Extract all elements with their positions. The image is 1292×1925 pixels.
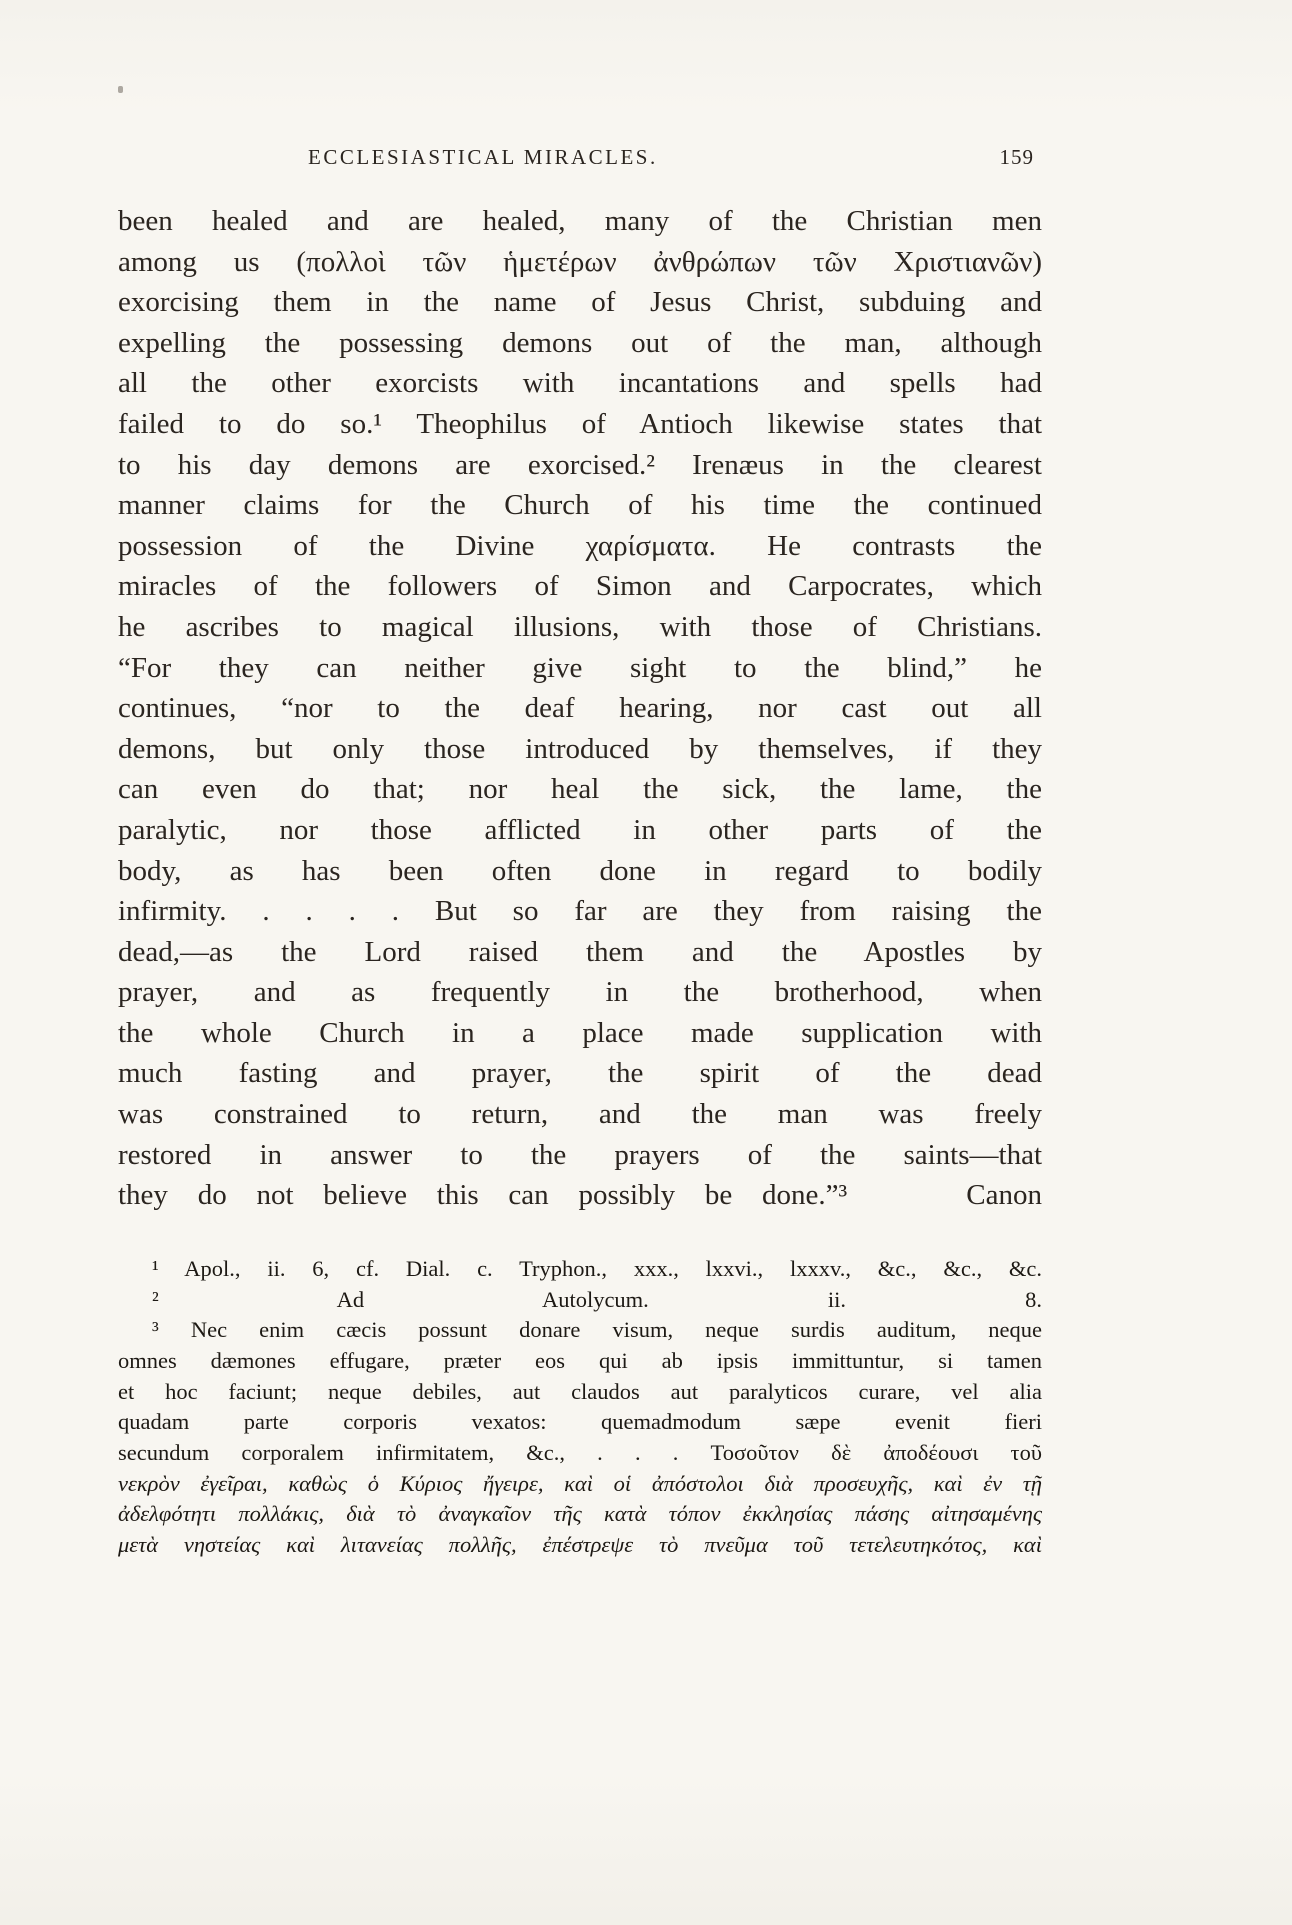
text-line: infirmity. . . . . But so far are they from raising the <box>118 895 1042 928</box>
text-line: can even do that; nor heal the sick, the lame, the <box>118 773 1042 806</box>
footnote-line: et hoc faciunt; neque debiles, aut claudos aut paralyticos curare, vel alia <box>118 1378 1042 1404</box>
page-content <box>118 0 1042 1561</box>
text-line: miracles of the followers of Simon and Carpocrates, which <box>118 570 1042 603</box>
text-line: paralytic, nor those afflicted in other parts of the <box>118 813 1042 846</box>
footnote-line: secundum corporalem infirmitatem, &c., . . . Τοσοῦτον δὲ ἀποδέουσι τοῦ <box>118 1440 1042 1466</box>
footnote-line: νεκρὸν ἐγεῖραι, καθὼς ὁ Κύριος ἤγειρε, καὶ οἱ ἀπόστολοι διὰ προσευχῆς, καὶ ἐν τῇ <box>118 1470 1042 1496</box>
page-header <box>118 142 1042 174</box>
text-line: been healed and are healed, many of the Christian men <box>118 205 1042 237</box>
text-line: all the other exorcists with incantations and spells had <box>118 367 1042 400</box>
text-line: failed to do so.¹ Theophilus of Antioch likewise states that <box>118 407 1042 440</box>
text-line: among us (πολλοὶ τῶν ἡμετέρων ἀνθρώπων τῶν Χριστιανῶν) <box>118 245 1042 278</box>
footnotes <box>118 1254 1042 1561</box>
footnote-line: omnes dæmones effugare, præter eos qui ab ipsis immittuntur, si tamen <box>118 1347 1042 1373</box>
text-line: the whole Church in a place made supplication with <box>118 1016 1042 1049</box>
text-line: he ascribes to magical illusions, with those of Christians. <box>118 610 1042 643</box>
text-line: continues, “nor to the deaf hearing, nor cast out all <box>118 692 1042 725</box>
footnote-line: quadam parte corporis vexatos: quemadmodum sæpe evenit fieri <box>118 1409 1042 1435</box>
footnote-line: ἀδελφότητι πολλάκις, διὰ τὸ ἀναγκαῖον τῆς κατὰ τόπον ἐκκλησίας πάσης αἰτησαμένης <box>118 1501 1042 1527</box>
text-line: prayer, and as frequently in the brotherhood, when <box>118 976 1042 1009</box>
text-line: they do not believe this can possibly be done.”³ Canon <box>118 1179 1042 1212</box>
text-line: body, as has been often done in regard to bodily <box>118 854 1042 887</box>
text-line: was constrained to return, and the man was freely <box>118 1098 1042 1131</box>
footnote-line: μετὰ νηστείας καὶ λιτανείας πολλῆς, ἐπέστρεψε τὸ πνεῦμα τοῦ τετελευτηκότος, καὶ <box>118 1532 1042 1558</box>
body-text <box>118 201 1042 1216</box>
text-line: to his day demons are exorcised.² Irenæus in the clearest <box>118 448 1042 481</box>
text-line: demons, but only those introduced by themselves, if they <box>118 732 1042 765</box>
text-line: dead,—as the Lord raised them and the Apostles by <box>118 935 1042 968</box>
running-title: ECCLESIASTICAL MIRACLES. <box>308 145 658 169</box>
text-line: much fasting and prayer, the spirit of the dead <box>118 1057 1042 1090</box>
text-line: expelling the possessing demons out of the man, although <box>118 326 1042 359</box>
text-line: restored in answer to the prayers of the saints—that <box>118 1138 1042 1171</box>
page-number: 159 <box>999 145 1034 169</box>
footnote-line: ² Ad Autolycum. ii. 8. <box>152 1286 1042 1312</box>
text-line: manner claims for the Church of his time the continued <box>118 489 1042 522</box>
footnote-line: ³ Nec enim cæcis possunt donare visum, neque surdis auditum, neque <box>152 1317 1042 1343</box>
text-line: “For they can neither give sight to the blind,” he <box>118 651 1042 684</box>
text-line: possession of the Divine χαρίσματα. He contrasts the <box>118 529 1042 562</box>
footnote-line: ¹ Apol., ii. 6, cf. Dial. c. Tryphon., xxx., lxxvi., lxxxv., &c., &c., &c. <box>152 1255 1042 1281</box>
text-line: exorcising them in the name of Jesus Christ, subduing and <box>118 286 1042 319</box>
